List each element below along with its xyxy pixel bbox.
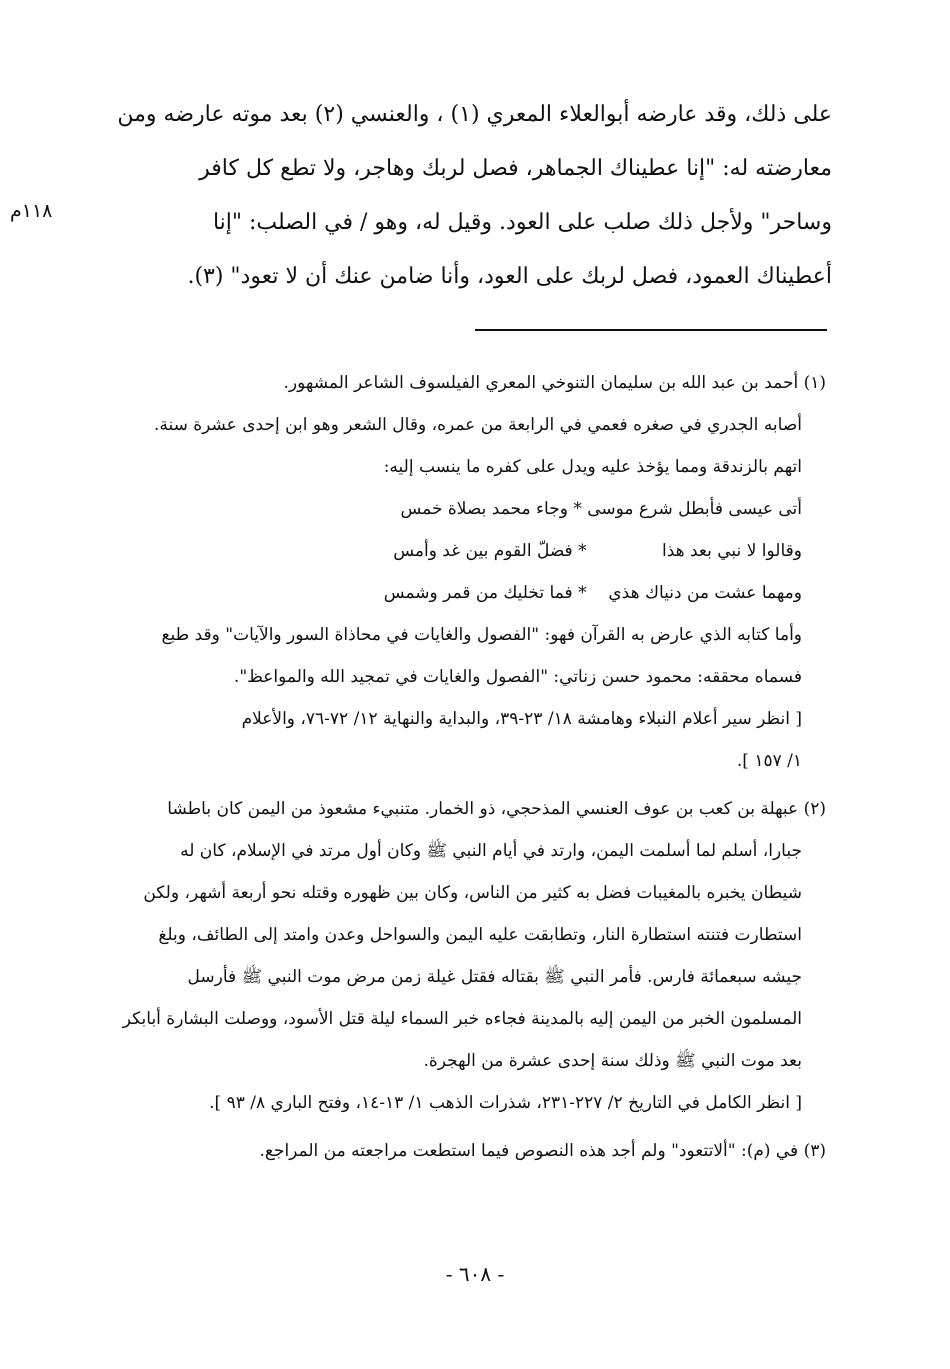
verse-separator: * xyxy=(578,583,587,603)
main-line: أعطيناك العمود، فصل لربك على العود، وأنا ضامن عنك أن لا تعود" (٣). xyxy=(187,264,832,289)
verse-hemistich: فما تخليك من قمر وشمس xyxy=(383,583,573,603)
footnote-1 xyxy=(84,362,826,782)
footnote-line: (٣) في (م): "ألاتتعود" ولم أجد هذه النصوص فيما استطعت مراجعته من المراجع. xyxy=(259,1141,826,1161)
footnote-line: المسلمون الخبر من اليمن إليه بالمدينة فجاءه خبر السماء ليلة قتل الأسود، ووصلت البشارة أبابكر xyxy=(122,1009,802,1029)
poem-verse xyxy=(84,488,826,530)
verse-hemistich: فضلّ القوم بين غد وأمس xyxy=(393,541,573,561)
footnote-line: (٢) عبهلة بن كعب بن عوف العنسي المذحجي، ذو الخمار. متنبيء مشعوذ من اليمن كان باطشا xyxy=(167,799,826,819)
footnote-reference: ١/ ١٥٧ ]. xyxy=(736,751,802,771)
footnote-line: وأما كتابه الذي عارض به القرآن فهو: "الفصول والغايات في محاذاة السور والآيات" وقد طبع xyxy=(161,625,802,645)
footnote-separator xyxy=(475,329,827,331)
footnote-2 xyxy=(84,788,826,1124)
footnote-line: شيطان يخبره بالمغيبات فضل به كثير من الناس، وكان بين ظهوره وقتله نحو أربعة أشهر، ولكن xyxy=(143,883,802,903)
main-line: على ذلك، وقد عارضه أبوالعلاء المعري (١) ، والعنسي (٢) بعد موته عارضه ومن xyxy=(117,102,832,127)
footnote-line: أصابه الجدري في صغره فعمي في الرابعة من عمره، وقال الشعر وهو ابن إحدى عشرة سنة. xyxy=(153,415,802,435)
verse-hemistich: أتى عيسى فأبطل شرع موسى xyxy=(587,499,802,519)
verse-hemistich: وجاء محمد بصلاة خمس xyxy=(400,499,568,519)
main-text xyxy=(84,88,832,304)
footnote-line: جبارا، أسلم لما أسلمت اليمن، وارتد في أيام النبي ﷺ وكان أول مرتد في الإسلام، كان له xyxy=(180,841,802,861)
footnote-line: فسماه محققه: محمود حسن زناتي: "الفصول والغايات في تمجيد الله والمواعظ". xyxy=(233,667,802,687)
verse-hemistich: وقالوا لا نبي بعد هذا xyxy=(661,541,802,561)
footnote-line: (١) أحمد بن عبد الله بن سليمان التنوخي المعري الفيلسوف الشاعر المشهور. xyxy=(283,373,826,393)
footnote-reference: [ انظر الكامل في التاريخ ٢/ ٢٢٧-٢٣١، شذرات الذهب ١/ ١٣-١٤، وفتح الباري ٨/ ٩٣ ]. xyxy=(209,1093,802,1113)
footnote-reference: [ انظر سير أعلام النبلاء وهامشة ١٨/ ٢٣-٣٩، والبداية والنهاية ١٢/ ٧٢-٧٦، والأعلام xyxy=(241,709,802,729)
footnote-3 xyxy=(84,1130,826,1172)
poem-verse xyxy=(84,530,826,572)
verse-separator: * xyxy=(573,499,582,519)
footnote-line: جيشه سبعمائة فارس. فأمر النبي ﷺ بقتاله فقتل غيلة زمن مرض موت النبي ﷺ فأرسل xyxy=(187,967,802,987)
footnote-line: استطارت فتنته استطارة النار، وتطابقت عليه اليمن والسواحل وعدن وامتد إلى الطائف، وبلغ xyxy=(158,925,802,945)
margin-folio-note: ١١٨م xyxy=(10,200,53,222)
footnote-line: اتهم بالزندقة ومما يؤخذ عليه ويدل على كفره ما ينسب إليه: xyxy=(383,457,802,477)
main-line: معارضته له: "إنا عطيناك الجماهر، فصل لربك وهاجر، ولا تطع كل كافر xyxy=(199,156,832,181)
verse-separator: * xyxy=(578,541,587,561)
footnotes xyxy=(84,362,826,1178)
footnote-line: بعد موت النبي ﷺ وذلك سنة إحدى عشرة من الهجرة. xyxy=(423,1051,802,1071)
poem-verse xyxy=(84,572,826,614)
page-number: - ٦٠٨ - xyxy=(445,1262,505,1286)
verse-hemistich: ومهما عشت من دنياك هذي xyxy=(608,583,802,603)
main-line: وساحر" ولأجل ذلك صلب على العود. وقيل له، وهو / في الصلب: "إنا xyxy=(212,210,832,235)
